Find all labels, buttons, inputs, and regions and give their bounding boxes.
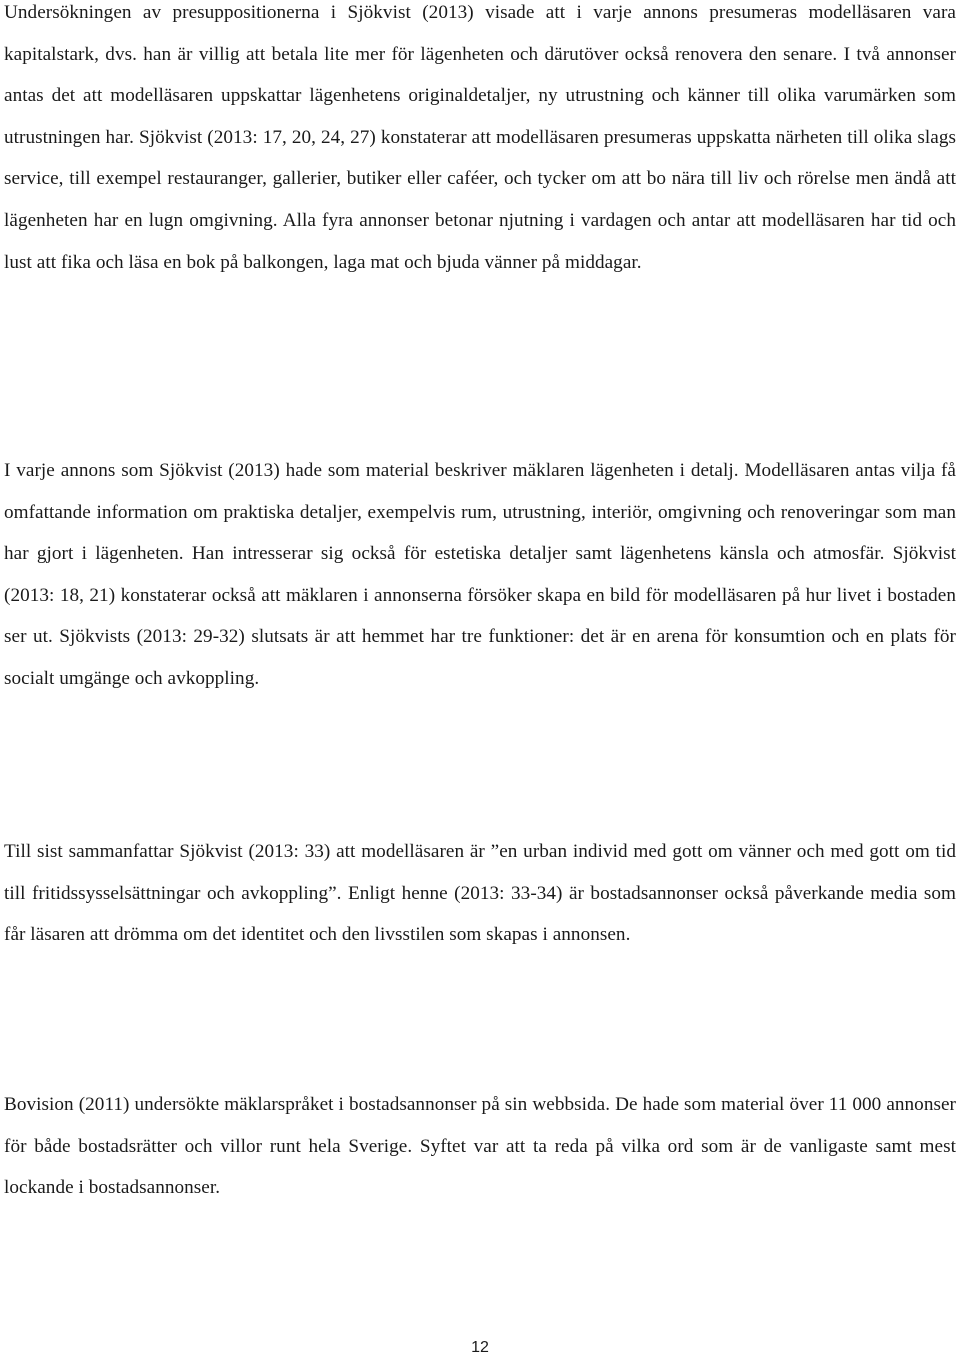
paragraph-presuppositions: Undersökningen av presuppositionerna i Sjökvist (2013) visade att i varje annons presumeras modelläsaren vara kapitalstark, dvs. han är villig att betala lite mer för lägenheten och därutöver också renovera den senare. I två annonser antas det att modelläsaren uppskattar lägenhetens originaldetaljer, ny utrustning och känner till olika varumärken som utrustningen har. Sjökvist (2013: 17, 20, 24, 27) konstaterar att modelläsaren presumeras uppskatta närheten till olika slags service, till exempel restauranger, gallerier, butiker eller caféer, och tycker om att bo nära till liv och rörelse men ändå att lägenheten har en lugn omgivning. Alla fyra annonser betonar njutning i vardagen och antar att modelläsaren har tid och lust att fika och läsa en bok på balkongen, laga mat och bjuda vänner på middagar. (4, 2, 956, 273)
paragraph-summary: Till sist sammanfattar Sjökvist (2013: 33) att modelläsaren är ”en urban individ med gott om vänner och med gott om tid till fritidssysselsättningar och avkoppling”. Enligt henne (2013: 33-34) är bostadsannonser också påverkande media som får läsaren att drömma om det identitet och den livsstilen som skapas i annonsen. (4, 841, 956, 946)
paragraph-bovision: Bovision (2011) undersökte mäklarspråket i bostadsannonser på sin webbsida. De hade som material över 11 000 annonser för både bostadsrätter och villor runt hela Sverige. Syftet var att ta reda på vilka ord som är de vanligaste samt mest lockande i bostadsannonser. (4, 1094, 956, 1199)
page-number: 12 (471, 1339, 489, 1356)
paragraph-broker-description: I varje annons som Sjökvist (2013) hade som material beskriver mäklaren lägenheten i detalj. Modelläsaren antas vilja få omfattande information om praktiska detaljer, exempelvis rum, utrustning, interiör, omgivning och renoveringar som man har gjort i lägenheten. Han intresserar sig också för estetiska detaljer samt lägenhetens känsla och atmosfär. Sjökvist (2013: 18, 21) konstaterar också att mäklaren i annonserna försöker skapa en bild för modelläsaren på hur livet i bostaden ser ut. Sjökvists (2013: 29-32) slutsats är att hemmet har tre funktioner: det är en arena för konsumtion och en plats för socialt umgänge och avkoppling. (4, 460, 956, 689)
